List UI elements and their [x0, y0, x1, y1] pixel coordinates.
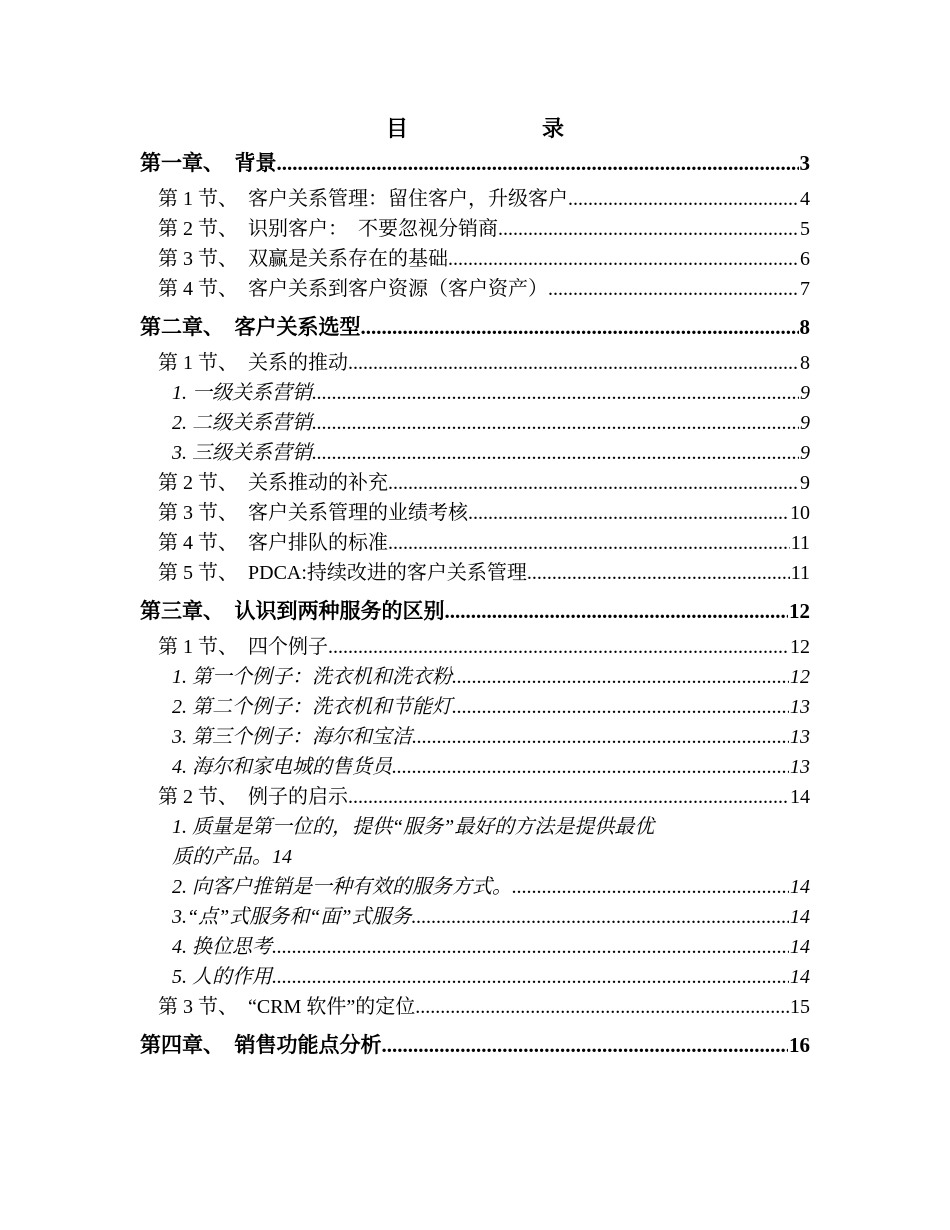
toc-entry-section[interactable]	[140, 528, 810, 558]
toc-entry-label: 4. 换位思考	[172, 932, 272, 962]
toc-entry-page-number: 14	[272, 846, 292, 868]
toc-entry-continuation	[172, 842, 810, 872]
dot-leader	[277, 148, 799, 178]
toc-entry-label: 5. 人的作用	[172, 962, 272, 992]
toc-entry-page-number: 4	[800, 188, 810, 210]
toc-entry-subsection[interactable]	[140, 872, 810, 902]
toc-entry-page-number: 10	[790, 502, 810, 524]
toc-entry-subsection[interactable]	[140, 692, 810, 722]
dot-leader	[527, 558, 790, 588]
toc-entry-page-number: 13	[790, 696, 810, 718]
toc-entry-page-number: 7	[800, 278, 810, 300]
toc-entry-label: 3.“点”式服务和“面”式服务	[172, 902, 412, 932]
dot-leader	[452, 662, 789, 692]
toc-entry-page-number: 12	[790, 636, 810, 658]
toc-entry-subsection[interactable]	[140, 722, 810, 752]
dot-leader	[468, 498, 789, 528]
toc-entry-page-number: 13	[790, 726, 810, 748]
toc-entry-label: 1. 第一个例子：洗衣机和洗衣粉	[172, 662, 452, 692]
toc-entry-page-number: 16	[789, 1033, 810, 1057]
toc-entry-chapter[interactable]	[140, 312, 810, 342]
toc-entry-subsection[interactable]	[140, 962, 810, 992]
toc-entry-label: 第三章、 认识到两种服务的区别	[140, 596, 445, 626]
toc-entry-label: 4. 海尔和家电城的售货员	[172, 752, 392, 782]
toc-entry-label: 第 2 节、 例子的启示	[158, 782, 348, 812]
toc-entry-chapter[interactable]	[140, 148, 810, 178]
toc-entry-section[interactable]	[140, 782, 810, 812]
dot-leader	[392, 752, 789, 782]
table-of-contents	[140, 148, 810, 1066]
dot-leader	[312, 378, 799, 408]
toc-entry-section[interactable]	[140, 244, 810, 274]
dot-leader	[498, 214, 799, 244]
dot-leader	[548, 274, 799, 304]
toc-entry-label: 第二章、 客户关系选型	[140, 312, 361, 342]
toc-entry-label: 第 2 节、 关系推动的补充	[158, 468, 388, 498]
toc-entry-page-number: 3	[799, 151, 810, 175]
toc-entry-label: 3. 第三个例子：海尔和宝洁	[172, 722, 412, 752]
toc-entry-section[interactable]	[140, 498, 810, 528]
toc-entry-page-number: 9	[800, 442, 810, 464]
toc-entry-label: 第 2 节、 识别客户： 不要忽视分销商	[158, 214, 498, 244]
toc-entry-subsection[interactable]	[140, 438, 810, 468]
toc-entry-label: 第 3 节、 双赢是关系存在的基础	[158, 244, 448, 274]
toc-entry-page-number: 8	[799, 315, 810, 339]
toc-entry-page-number: 12	[790, 666, 810, 688]
dot-leader	[312, 408, 799, 438]
toc-entry-page-number: 14	[790, 786, 810, 808]
toc-entry-page-number: 12	[789, 599, 810, 623]
toc-entry-label-continued: 质的产品。	[172, 846, 272, 868]
dot-leader	[415, 992, 789, 1022]
toc-entry-label: 第 1 节、 四个例子	[158, 632, 328, 662]
toc-entry-chapter[interactable]	[140, 596, 810, 626]
toc-entry-page-number: 9	[800, 412, 810, 434]
toc-entry-page-number: 11	[790, 562, 810, 584]
toc-entry-section[interactable]	[140, 632, 810, 662]
dot-leader	[568, 184, 799, 214]
dot-leader	[388, 468, 799, 498]
toc-entry-page-number: 5	[800, 218, 810, 240]
toc-entry-label: 第 4 节、 客户排队的标准	[158, 528, 388, 558]
toc-entry-subsection[interactable]	[140, 662, 810, 692]
dot-leader	[512, 872, 789, 902]
toc-entry-subsection[interactable]	[140, 932, 810, 962]
toc-entry-section[interactable]	[140, 468, 810, 498]
dot-leader	[452, 692, 789, 722]
dot-leader	[412, 902, 790, 932]
toc-entry-subsection[interactable]	[140, 752, 810, 782]
toc-entry-page-number: 9	[800, 472, 810, 494]
toc-entry-subsection[interactable]	[140, 902, 810, 932]
dot-leader	[412, 722, 789, 752]
dot-leader	[348, 348, 799, 378]
dot-leader	[312, 438, 799, 468]
toc-entry-page-number: 14	[790, 936, 810, 958]
toc-entry-label: 第 1 节、 关系的推动	[158, 348, 348, 378]
toc-entry-section[interactable]	[140, 184, 810, 214]
toc-entry-label: 3. 三级关系营销	[172, 438, 312, 468]
toc-entry-page-number: 9	[800, 382, 810, 404]
toc-entry-label: 1. 一级关系营销	[172, 378, 312, 408]
dot-leader	[388, 528, 790, 558]
toc-entry-label: 1. 质量是第一位的，提供“服务”最好的方法是提供最优	[172, 816, 655, 838]
dot-leader	[448, 244, 799, 274]
toc-entry-section[interactable]	[140, 992, 810, 1022]
toc-entry-subsection[interactable]	[140, 408, 810, 438]
toc-entry-page-number: 14	[790, 906, 810, 928]
toc-entry-label: 第 5 节、 PDCA:持续改进的客户关系管理	[158, 558, 527, 588]
toc-entry-label: 2. 第二个例子：洗衣机和节能灯	[172, 692, 452, 722]
dot-leader	[382, 1030, 789, 1060]
toc-entry-subsection[interactable]	[140, 378, 810, 408]
dot-leader	[361, 312, 799, 342]
toc-entry-label: 第一章、 背景	[140, 148, 277, 178]
toc-entry-page-number: 11	[790, 532, 810, 554]
toc-entry-label: 第 3 节、 客户关系管理的业绩考核	[158, 498, 468, 528]
toc-entry-page-number: 8	[800, 352, 810, 374]
dot-leader	[348, 782, 789, 812]
toc-entry-chapter[interactable]	[140, 1030, 810, 1060]
toc-entry-page-number: 15	[790, 996, 810, 1018]
toc-entry-subsection[interactable]	[140, 812, 810, 872]
toc-entry-section[interactable]	[140, 214, 810, 244]
toc-entry-label: 第 1 节、 客户关系管理：留住客户，升级客户	[158, 184, 568, 214]
toc-entry-section[interactable]	[140, 558, 810, 588]
toc-entry-label: 2. 向客户推销是一种有效的服务方式。	[172, 872, 512, 902]
toc-entry-page-number: 6	[800, 248, 810, 270]
toc-entry-label: 第 4 节、 客户关系到客户资源（客户资产）	[158, 274, 548, 304]
toc-entry-label: 2. 二级关系营销	[172, 408, 312, 438]
toc-entry-page-number: 13	[790, 756, 810, 778]
dot-leader	[445, 596, 789, 626]
toc-entry-section[interactable]	[140, 274, 810, 304]
toc-entry-section[interactable]	[140, 348, 810, 378]
dot-leader	[272, 932, 789, 962]
toc-entry-label: 第四章、 销售功能点分析	[140, 1030, 382, 1060]
toc-entry-label: 第 3 节、 “CRM 软件”的定位	[158, 992, 415, 1022]
toc-entry-page-number: 14	[790, 966, 810, 988]
toc-title: 目 录	[385, 116, 594, 141]
dot-leader	[328, 632, 789, 662]
toc-entry-page-number: 14	[790, 876, 810, 898]
dot-leader	[272, 962, 789, 992]
